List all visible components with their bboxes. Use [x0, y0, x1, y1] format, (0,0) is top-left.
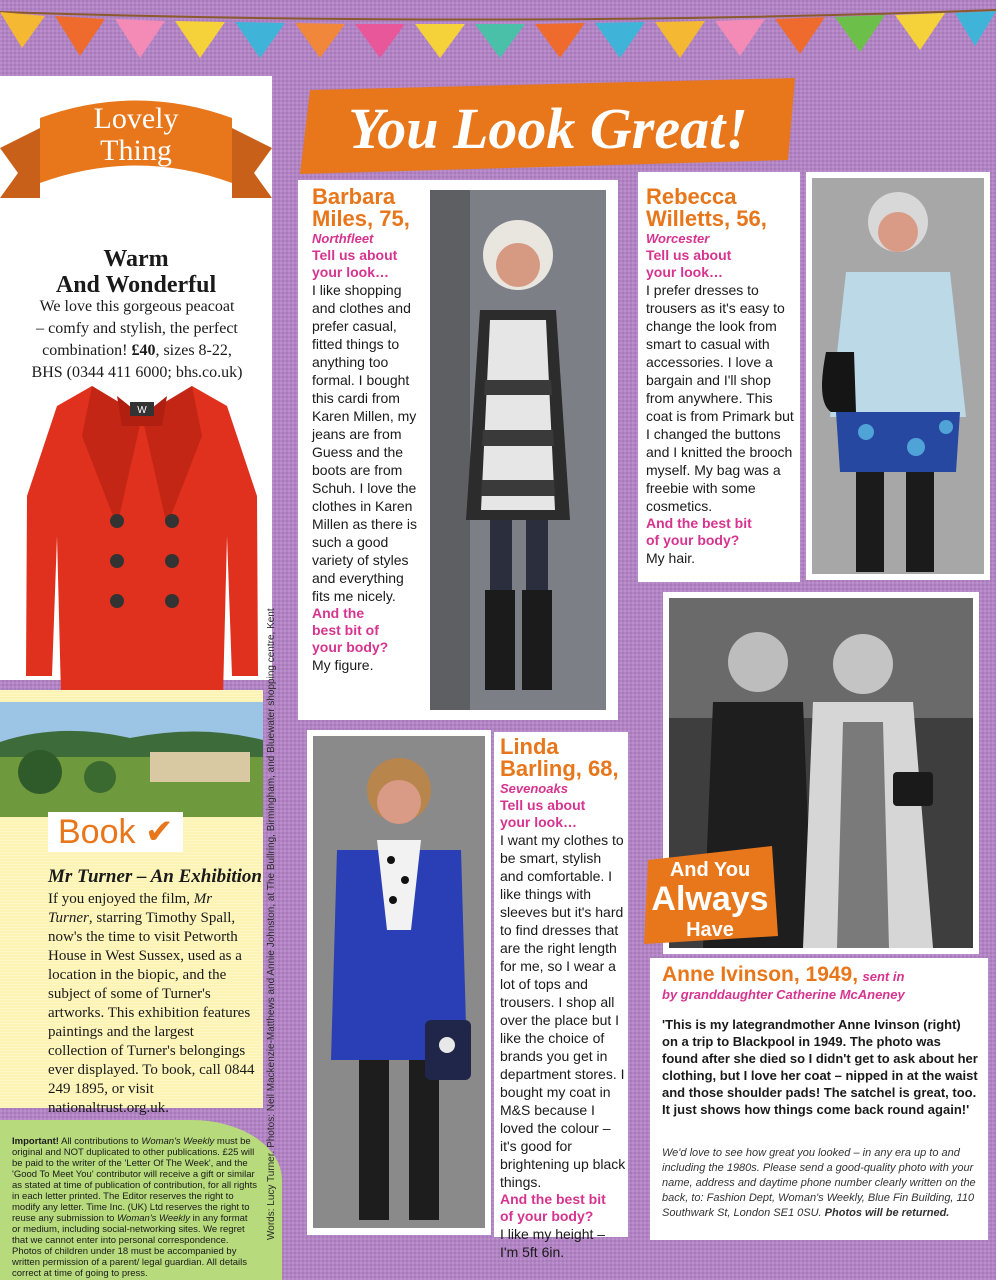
lovely-body-2: – comfy and stylish, the perfect	[36, 320, 238, 337]
anne-by: by granddaughter Catherine McAneney	[662, 987, 905, 1002]
coat-label: W	[137, 405, 147, 416]
lovely-body-1: We love this gorgeous peacoat	[39, 298, 235, 315]
barbara-q2b: best bit of	[312, 622, 379, 638]
rebecca-panel	[638, 172, 800, 582]
rebecca-photo	[806, 172, 990, 580]
lovely-body-3: combination! £40, sizes 8-22,	[42, 342, 232, 359]
check-icon: ✔	[144, 813, 174, 851]
barbara-answer-2: My figure.	[312, 657, 374, 673]
rebecca-name-1: Rebecca	[646, 184, 737, 209]
anne-panel	[650, 958, 988, 1240]
linda-location: Sevenoaks	[500, 781, 568, 796]
rebecca-q2a: And the best bit	[646, 515, 752, 531]
linda-panel	[494, 732, 628, 1260]
rebecca-text	[646, 186, 794, 567]
linda-answer-1: I want my clothes to be smart, stylish and comfortable. I like things with sleeves but it's hard to find dresses that are the right length for me, so I wear a lot of tops and trousers. I shop all over the place but I like the choice of brands you get in department stores. I bought my coat in M&S because I loved the colour – it's good for brightening up black things.	[500, 832, 626, 1190]
rebecca-location: Worcester	[646, 231, 710, 246]
linda-photo	[307, 730, 491, 1235]
film-title: Mr Turner	[48, 891, 213, 926]
lovely-body-4: BHS (0344 411 6000; bhs.co.uk)	[31, 364, 243, 381]
important-notice: Important! All contributions to Woman's Weekly must be original and NOT duplicated to other publications. £25 will be paid to the writer of the 'Letter Of The Week', and the 'Good To Meet You' contributor will receive a gift or similar as stated at time of publication of contribution, for all rights in each letter printed. The Editor reserves the right to modify any letter. Time Inc. (UK) Ltd reserves the right to reuse any submission to Woman's Weekly in any format or medium, including social-networking sites. We regret that we cannot enter into personal correspondence. Photos of children under 18 must be accompanied by written permission of a parent/ legal guardian. All details correct at time of going to press.	[0, 1120, 282, 1280]
barbara-text	[312, 186, 424, 674]
badge-line-3: Have	[686, 919, 734, 941]
lovely-body	[12, 296, 262, 384]
barbara-q1b: your look…	[312, 264, 390, 280]
page-title: You Look Great!	[348, 96, 748, 161]
barbara-q1a: Tell us about	[312, 247, 398, 263]
rebecca-q2b: of your body?	[646, 532, 740, 548]
lovely-heading-1: Lovely	[93, 102, 179, 135]
book-body: If you enjoyed the film, Mr Turner, starring Timothy Spall, now's the time to visit Petworth House in West Sussex, used as a location in the biopic, and the subject of some of Turner's artworks. This exhibition features paintings and the largest collection of Turner's belongings ever displayed. To book, call 0844 249 1895, or visit nationaltrust.org.uk.	[48, 891, 255, 1116]
bunting-decoration	[0, 0, 996, 60]
linda-q1a: Tell us about	[500, 797, 586, 813]
and-you-always-have-badge	[640, 840, 780, 950]
rebecca-name-2: Willetts, 56,	[646, 206, 767, 231]
rebecca-q1a: Tell us about	[646, 247, 732, 263]
anne-footer-bold: Photos will be returned.	[821, 1207, 950, 1219]
lovely-thing-panel	[0, 76, 272, 680]
rebecca-q1b: your look…	[646, 264, 724, 280]
barbara-location: Northfleet	[312, 231, 374, 246]
title-banner	[300, 78, 800, 178]
linda-name-2: Barling, 68,	[500, 756, 619, 781]
rebecca-answer-2: My hair.	[646, 550, 696, 566]
anne-name: Anne Ivinson, 1949,	[662, 963, 859, 986]
anne-heading	[662, 964, 982, 1003]
anne-quote: 'This is my lategrandmother Anne Ivinson (right) on a trip to Blackpool in 1949. The photo was found after she died so I didn't get to ask about her clothing, but I love her coat – nipped in at the waist and those shoulder pads! The satchel is great, too. It just shows how things come back round again!'	[662, 1017, 978, 1117]
barbara-q2c: your body?	[312, 639, 389, 655]
book-panel	[0, 690, 263, 1116]
barbara-name-2: Miles, 75,	[312, 206, 410, 231]
lovely-price: £40	[131, 342, 156, 359]
petworth-house-image	[0, 702, 263, 817]
barbara-panel	[298, 180, 618, 720]
notice-lead: Important!	[12, 1136, 59, 1147]
photo-credit: Words: Lucy Turner. Photos: Neil Mackenzie-Matthews and Annie Johnston, at The Bullring, Birmingham, and Bluewater shopping centre, Kent	[266, 608, 277, 1240]
barbara-name-1: Barbara	[312, 184, 396, 209]
lovely-sub-2: And Wonderful	[55, 272, 217, 298]
linda-text	[500, 736, 626, 1261]
lovely-heading-2: Thing	[100, 134, 172, 167]
linda-answer-2: I like my height – I'm 5ft 6in.	[500, 1226, 606, 1260]
lovely-sub-1: Warm	[103, 246, 169, 272]
rebecca-answer-1: I prefer dresses to trousers as it's easy to change the look from smart to casual with accessories. I love a bargain and I'll shop from anywhere. This coat is from Primark but I changed the buttons and I knitted the brooch myself. My bag was a freebie with some cosmetics.	[646, 282, 794, 514]
anne-sent-in: sent in	[862, 969, 905, 984]
barbara-q2a: And the	[312, 605, 365, 621]
lovely-thing-ribbon	[0, 88, 272, 238]
barbara-photo	[430, 190, 606, 710]
linda-name-1: Linda	[500, 734, 559, 759]
anne-footer: We'd love to see how great you looked – in any era up to and including the 1980s. Please send a good-quality photo with your name, address and daytime phone number clearly written on the back, to: Fashion Dept, Woman's Weekly, Blue Fin Building, 110 Southwark St, London SE1 0SU. Photos will be returned.	[662, 1147, 976, 1219]
book-title: Mr Turner – An Exhibition	[48, 866, 263, 887]
barbara-answer-1: I like shopping and clothes and prefer casual, fitted things to anything too formal. I bought this cardi from Karen Millen, my jeans are from Guess and the boots are from Schuh. I love the clothes in Karen Millen as there is such a good variety of styles and everything fits me nicely.	[312, 282, 418, 604]
linda-q2a: And the best bit	[500, 1191, 606, 1207]
badge-line-1: And You	[669, 859, 751, 881]
linda-q2b: of your body?	[500, 1208, 594, 1224]
linda-q1b: your look…	[500, 814, 578, 830]
lovely-subheading	[0, 246, 272, 298]
badge-line-2: Always	[651, 880, 769, 918]
book-label: Book ✔	[48, 812, 183, 852]
